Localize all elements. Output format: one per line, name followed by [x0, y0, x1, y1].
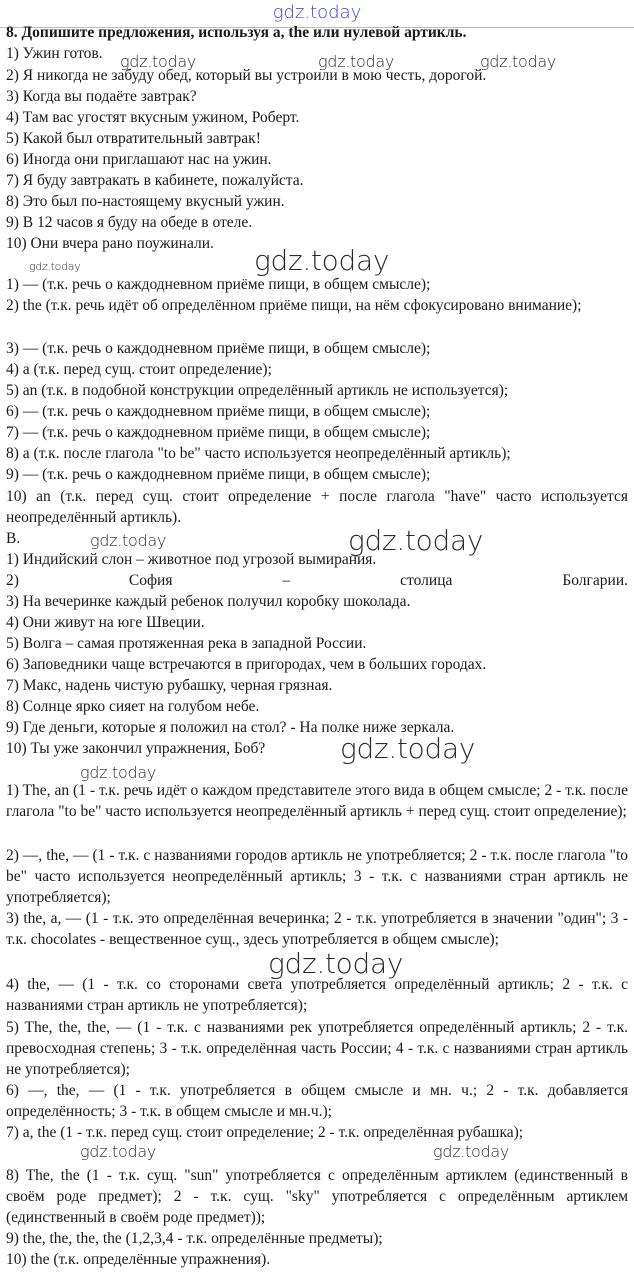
answer-a-7: 7) — (т.к. речь о каждодневном приёме пищи, в общем смысле);: [6, 424, 431, 441]
sentence-a-10: 10) Они вчера рано поужинали.: [6, 235, 214, 252]
answer-b-8: 8) The, the (1 - т.к. сущ. "sun" употребляется с определённым артиклем (единственный в своём роде предмет); 2 - т.к. сущ. "sky" употребляется с определённым артиклем (единственный в своём роде предмет));: [6, 1167, 628, 1226]
sentence-a-5: 5) Какой был отвратительный завтрак!: [6, 130, 261, 147]
watermark: gdz.today: [29, 260, 81, 273]
sentence-b-10: 10) Ты уже закончил упражнения, Боб?: [6, 740, 266, 757]
sentence-a-1: 1) Ужин готов.: [6, 45, 103, 62]
watermark: gdz.today: [254, 244, 390, 277]
answer-b-5: 5) The, the, the, — (1 - т.к. с названиями рек употребляется определённый артикль; 2 - т.к. превосходная степень; 3 - т.к. определённая часть России; 4 - т.к. с названиями стран артикль не употребляется);: [6, 1019, 628, 1078]
sentence-a-3: 3) Когда вы подаёте завтрак?: [6, 88, 197, 105]
watermark: gdz.today: [340, 732, 476, 765]
watermark: gdz.today: [480, 52, 557, 71]
sentence-a-7: 7) Я буду завтракать в кабинете, пожалуйста.: [6, 172, 304, 189]
watermark: gdz.today: [348, 524, 484, 557]
section-b-label: B.: [6, 530, 21, 547]
watermark: gdz.today: [90, 531, 167, 550]
watermark: gdz.today: [318, 52, 395, 71]
sentence-a-2: 2) Я никогда не забуду обед, который вы устроили в мою честь, дорогой.: [6, 67, 487, 84]
answer-b-6: 6) —, the, — (1 - т.к. употребляется в общем смысле и мн. ч.; 2 - т.к. добавляется определённость; 3 - т.к. в общем смысле и мн.ч.);: [6, 1082, 628, 1120]
watermark: gdz.today: [268, 947, 404, 980]
answer-b-1: 1) The, an (1 - т.к. речь идёт о каждом представителе этого вида в общем смысле; 2 - т.к. после глагола "to be" часто используется неопределённый артикль + перед сущ. стоит определение);: [6, 782, 628, 820]
sentence-b-3: 3) На вечеринке каждый ребенок получил коробку шоколада.: [6, 593, 411, 610]
answer-b-3: 3) the, a, — (1 - т.к. это определённая вечеринка; 2 - т.к. употребляется в значении "один"; 3 - т.к. chocolates - вещественное сущ., здесь употребляется в общем смысле);: [6, 910, 628, 948]
sentence-b-2: 2) София – столица Болгарии.: [6, 572, 628, 589]
answer-a-9: 9) — (т.к. речь о каждодневном приёме пищи, в общем смысле);: [6, 466, 431, 483]
sentence-b-1: 1) Индийский слон – животное под угрозой вымирания.: [6, 551, 377, 568]
sentence-b-8: 8) Солнце ярко сияет на голубом небе.: [6, 698, 260, 715]
sentence-b-7: 7) Макс, надень чистую рубашку, черная грязная.: [6, 677, 333, 694]
watermark: gdz.today: [120, 52, 197, 71]
sentence-b-4: 4) Они живут на юге Швеции.: [6, 614, 205, 631]
answer-b-2: 2) —, the, — (1 - т.к. с названиями городов артикль не употребляется; 2 - т.к. после глагола "to be" часто используется неопределённый артикль; 3 - т.к. с названиями стран артикль не употребляется);: [6, 847, 628, 906]
answer-a-10: 10) an (т.к. перед сущ. стоит определение + после глагола "have" часто используется неопределённый артикль).: [6, 488, 628, 526]
answer-a-6: 6) — (т.к. речь о каждодневном приёме пищи, в общем смысле);: [6, 403, 431, 420]
sentence-b-5: 5) Волга – самая протяженная река в западной России.: [6, 635, 367, 652]
answer-a-3: 3) — (т.к. речь о каждодневном приёме пищи, в общем смысле);: [6, 340, 431, 357]
answer-b-4: 4) the, — (1 - т.к. со сторонами света употребляется определённый артикль; 2 - т.к. с названиями стран артикль не употребляется);: [6, 976, 628, 1014]
watermark: gdz.today: [80, 1142, 157, 1161]
watermark: gdz.today: [433, 1142, 510, 1161]
answer-a-2: 2) the (т.к. речь идёт об определённом приёме пищи, на нём сфокусировано внимание);: [6, 297, 582, 314]
answer-a-5: 5) an (т.к. в подобной конструкции определённый артикль не используется);: [6, 382, 509, 399]
answer-a-8: 8) a (т.к. после глагола "to be" часто используется неопределённый артикль);: [6, 445, 511, 462]
task-title: 8. Допишите предложения, используя a, the или нулевой артикль.: [6, 24, 467, 41]
answer-b-10: 10) the (т.к. определённые упражнения).: [6, 1251, 271, 1268]
answer-a-4: 4) a (т.к. перед сущ. стоит определение);: [6, 361, 272, 378]
sentence-a-8: 8) Это был по-настоящему вкусный ужин.: [6, 193, 285, 210]
sentence-b-6: 6) Заповедники чаще встречаются в пригородах, чем в больших городах.: [6, 656, 487, 673]
answer-b-9: 9) the, the, the, the (1,2,3,4 - т.к. определённые предметы);: [6, 1230, 383, 1247]
sentence-a-9: 9) В 12 часов я буду на обеде в отеле.: [6, 214, 253, 231]
sentence-b-9: 9) Где деньги, которые я положил на стол? - На полке ниже зеркала.: [6, 719, 455, 736]
answer-b-7: 7) a, the (1 - т.к. перед сущ. стоит определение; 2 - т.к. определённая рубашка);: [6, 1124, 524, 1141]
site-watermark-header: gdz.today: [272, 2, 362, 23]
answer-a-1: 1) — (т.к. речь о каждодневном приёме пищи, в общем смысле);: [6, 276, 431, 293]
watermark: gdz.today: [80, 763, 157, 782]
sentence-a-6: 6) Иногда они приглашают нас на ужин.: [6, 151, 272, 168]
sentence-a-4: 4) Там вас угостят вкусным ужином, Роберт.: [6, 109, 300, 126]
